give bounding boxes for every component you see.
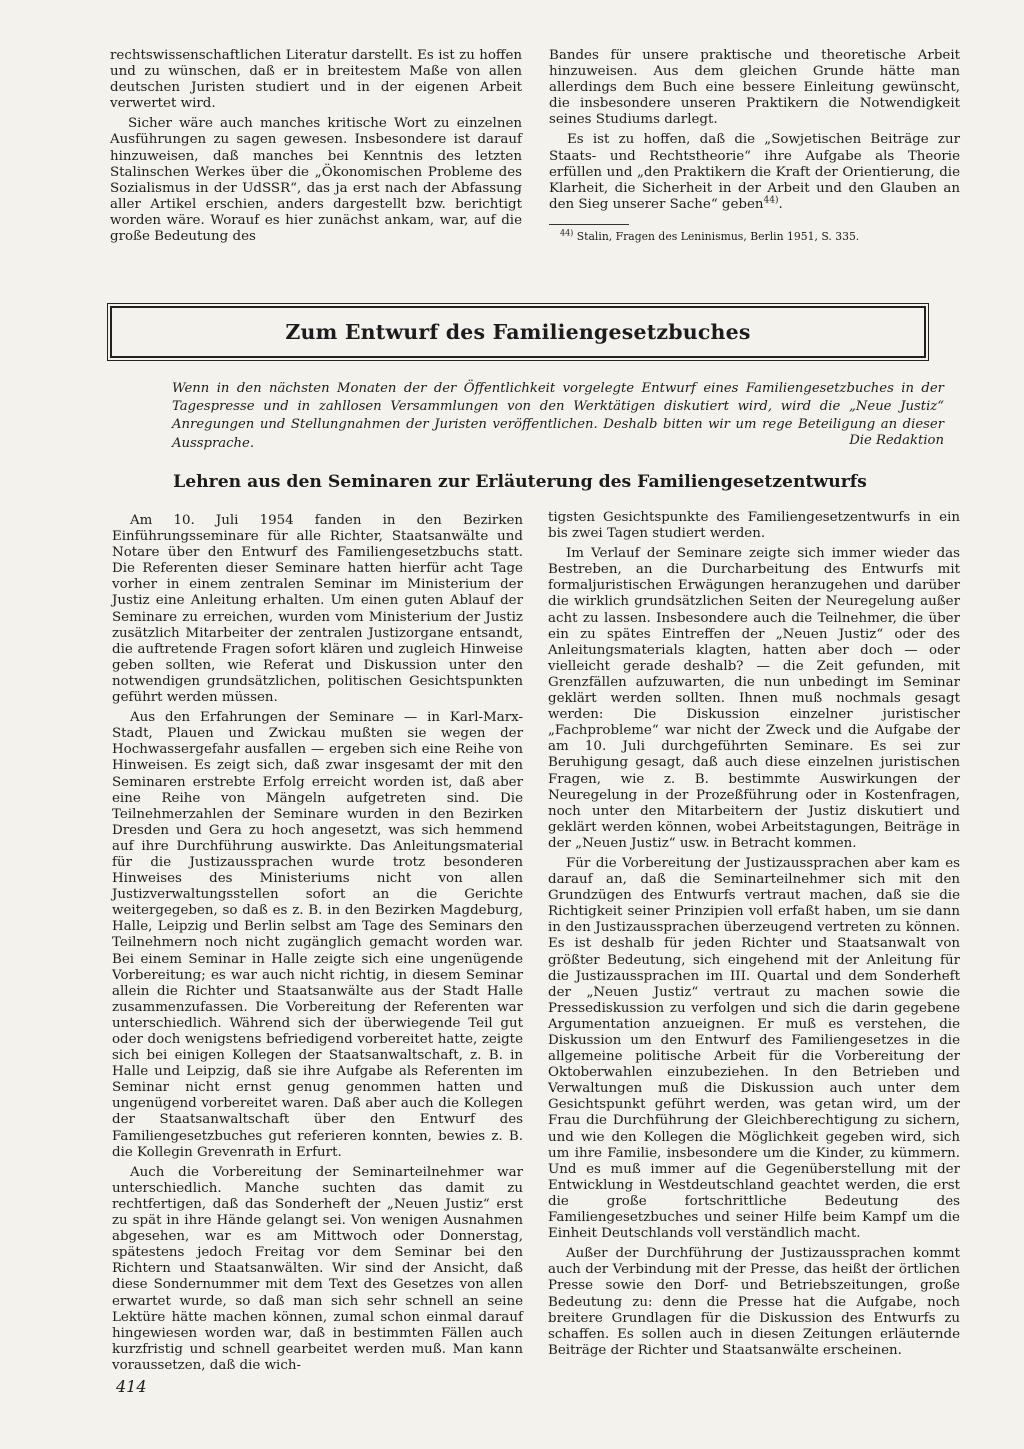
- article-title: Lehren aus den Seminaren zur Erläuterung des Familiengesetzentwurfs: [173, 472, 867, 492]
- paragraph: Am 10. Juli 1954 fanden in den Bezirken Einführungsseminare für alle Richter, Staatsanwälte und Notare über den Entwurf des Familiengesetzbuchs statt. Die Referenten dieser Seminare hatten hierfür acht Tage vorher in einem zentralen Seminar im Ministerium der Justiz eine Anleitung erhalten. Um einen guten Ablauf der Seminare zu erreichen, wurden vom Ministerium der Justiz zusätzlich Mitarbeiter der zentralen Justizorgane entsandt, die auftretende Fragen sofort klären und zugleich Hinweise geben sollten, wie Referat und Diskussion unter den notwendigen grundsätzlichen, politischen Gesichtspunkten geführt werden müssen.: [112, 513, 523, 706]
- editorial-intro: Wenn in den nächsten Monaten der der Öffentlichkeit vorgelegte Entwurf eines Familiengesetzbuches in der Tagespresse und in zahllosen Versammlungen von den Werktätigen diskutiert wird, wird die „Neue Justiz“ Anregungen und Stellungnahmen der Juristen veröffentlichen. Deshalb bitten wir um rege Beteiligung an dieser Aussprache.: [172, 381, 944, 451]
- footnote-reference: 44): [763, 195, 779, 206]
- top-left-column: [110, 48, 522, 249]
- section-title: Zum Entwurf des Familiengesetzbuches: [110, 306, 926, 358]
- paragraph: rechtswissenschaftlichen Literatur darstellt. Es ist zu hoffen und zu wünschen, daß er in breitestem Maße von allen deutschen Juristen studiert und in der eigenen Arbeit verwertet wird.: [110, 48, 522, 112]
- paragraph-text: Es ist zu hoffen, daß die „Sowjetischen Beiträge zur Staats- und Rechtstheorie“ ihre Aufgabe als Theorie erfüllen und „den Praktikern die Kraft der Orientierung, die Klarheit, die Sicherheit in der Arbeit und den Glauben an den Sieg unserer Sache“ geben: [549, 132, 960, 212]
- editorial-signature: Die Redaktion: [849, 433, 944, 448]
- article-right-column: [548, 510, 960, 1363]
- paragraph: Bandes für unsere praktische und theoretische Arbeit hinzuweisen. Aus dem gleichen Grunde hätte man allerdings dem Buch eine bessere Einleitung gewünscht, die insbesondere unseren Praktikern die Notwendigkeit seines Studiums darlegt.: [549, 48, 960, 128]
- paragraph: Aus den Erfahrungen der Seminare — in Karl-Marx-Stadt, Plauen und Zwickau mußten sie wegen der Hochwassergefahr ausfallen — ergeben sich eine Reihe von Hinweisen. Es zeigt sich, daß zwar insgesamt der mit den Seminaren erstrebte Erfolg erreicht worden ist, daß aber eine Reihe von Mängeln aufgetreten sind. Die Teilnehmerzahlen der Seminare wurden in den Bezirken Dresden und Gera zu hoch angesetzt, was sich hemmend auf ihre Durchführung auswirkte. Das Anleitungsmaterial für die Justizaussprachen wurde trotz besonderen Hinweises des Ministeriums nicht von allen Justizverwaltungsstellen sofort an die Gerichte weitergegeben, so daß es z. B. in den Bezirken Magdeburg, Halle, Leipzig und Berlin selbst am Tage des Seminars den Teilnehmern noch nicht zugänglich gemacht worden war. Bei einem Seminar in Halle zeigte sich eine ungenügende Vorbereitung; es war auch nicht richtig, in diesem Seminar allein die Richter und Staatsanwälte aus der Stadt Halle zusammenzufassen. Die Vorbereitung der Referenten war unterschiedlich. Während sich der überwiegende Teil gut oder doch wenigstens befriedigend vorbereitet hatte, zeigte sich bei einigen Kollegen der Staatsanwaltschaft, z. B. in Halle und Leipzig, daß sie ihre Aufgabe als Referenten im Seminar nicht ernst genug genommen hatten und ungenügend vorbereitet waren. Daß aber auch die Kollegen der Staatsanwaltschaft über den Entwurf des Familiengesetzbuches gut referieren konnten, bewies z. B. die Kollegin Grevenrath in Erfurt.: [112, 710, 523, 1160]
- paragraph: tigsten Gesichtspunkte des Familiengesetzentwurfs in ein bis zwei Tagen studiert werden.: [548, 510, 960, 542]
- footnote-mark: 44): [560, 228, 574, 238]
- paragraph: Für die Vorbereitung der Justizaussprachen aber kam es darauf an, daß die Seminarteilnehmer sich mit den Grundzügen des Entwurfs vertraut machen, daß sie die Richtigkeit seiner Prinzipien voll erfaßt haben, um sie dann in den Justizaussprachen überzeugend vertreten zu können. Es ist deshalb für jeden Richter und Staatsanwalt von größter Bedeutung, sich eingehend mit der Anleitung für die Justizaussprachen im III. Quartal und dem Sonderheft der „Neuen Justiz“ vertraut zu machen sowie die Pressediskussion zu verfolgen und sich die darin gegebene Argumentation anzueignen. Er muß es verstehen, die Diskussion um den Entwurf des Familiengesetzes in die allgemeine politische Arbeit für die Vorbereitung der Oktoberwahlen einzubeziehen. In den Betrieben und Verwaltungen muß die Diskussion auch unter dem Gesichtspunkt geführt werden, was getan wird, um der Frau die Durchführung der Gleichberechtigung zu sichern, und wie den Kollegen die Möglichkeit gegeben wird, sich um ihre Familie, insbesondere um die Kinder, zu kümmern. Und es muß immer auf die Gegenüberstellung mit der Entwicklung in Westdeutschland geachtet werden, die erst die große fortschrittliche Bedeutung des Familiengesetzbuches und seiner Hilfe beim Kampf um die Einheit Deutschlands voll verständlich macht.: [548, 855, 960, 1242]
- footnote-divider: [549, 224, 629, 225]
- footnote: [560, 230, 859, 244]
- paragraph: Auch die Vorbereitung der Seminarteilnehmer war unterschiedlich. Manche suchten das damit zu rechtfertigen, daß das Sonderheft der „Neuen Justiz“ erst zu spät in ihre Hände gelangt sei. Von wenigen Ausnahmen abgesehen, war es am Mittwoch oder Donnerstag, spätestens jedoch Freitag vor dem Seminar bei den Richtern und Staatsanwälten. Wir sind der Ansicht, daß diese Sondernummer mit dem Text des Gesetzes von allen erwartet wurde, so daß man sich sehr schnell an seine Lektüre hätte machen können, zumal schon einmal darauf hingewiesen worden war, daß in bestimmten Fällen auch kurzfristig und schnell gearbeitet werden muß. Man kann voraussetzen, daß die wich-: [112, 1164, 523, 1373]
- page-number: 414: [116, 1377, 147, 1396]
- paragraph: Sicher wäre auch manches kritische Wort zu einzelnen Ausführungen zu sagen gewesen. Insbesondere ist darauf hinzuweisen, daß manches bei Kenntnis des letzten Stalinschen Werkes über die „Ökonomischen Probleme des Sozialismus in der UdSSR“, das ja erst nach der Abfassung aller Artikel erschien, anders dargestellt bzw. berichtigt worden wäre. Worauf es hier zunächst ankam, war, auf die große Bedeutung des: [110, 116, 522, 245]
- paragraph: Im Verlauf der Seminare zeigte sich immer wieder das Bestreben, an die Durcharbeitung des Entwurfs mit formaljuristischen Erwägungen heranzugehen und darüber die wirklich grundsätzlichen Seiten der Neuregelung außer acht zu lassen. Insbesondere auch die Teilnehmer, die über ein zu spätes Eintreffen der „Neuen Justiz“ oder des Anleitungsmaterials klagten, hatten aber doch — oder vielleicht gerade deshalb? — die Zeit gefunden, mit Grenzfällen aufzuwarten, die nun unbedingt im Seminar geklärt werden sollten. Ihnen muß nochmals gesagt werden: Die Diskussion einzelner juristischer „Fachprobleme“ war nicht der Zweck und die Aufgabe der am 10. Juli durchgeführten Seminare. Es sei zur Beruhigung gesagt, daß auch diese einzelnen juristischen Fragen, wie z. B. bestimmte Auswirkungen der Neuregelung in der Prozeßführung oder in Kostenfragen, noch unter den Mitarbeitern der Justiz diskutiert und geklärt werden können, wobei Arbeitstagungen, Beiträge in der „Neuen Justiz“ usw. in Betracht kommen.: [548, 546, 960, 851]
- paragraph: Außer der Durchführung der Justizaussprachen kommt auch der Verbindung mit der Presse, das heißt der örtlichen Presse sowie den Dorf- und Betriebszeitungen, große Bedeutung zu: denn die Presse hat die Aufgabe, noch breitere Grundlagen für die Diskussion des Entwurfs zu schaffen. Es sollen auch in diesen Zeitungen erläuternde Beiträge der Richter und Staatsanwälte erscheinen.: [548, 1246, 960, 1358]
- paragraph: Es ist zu hoffen, daß die „Sowjetischen Beiträge zur Staats- und Rechtstheorie“ ihre Aufgabe als Theorie erfüllen und „den Praktikern die Kraft der Orientierung, die Klarheit, die Sicherheit in der Arbeit und den Glauben an den Sieg unserer Sache“ geben$^{44)}$.: [549, 132, 960, 212]
- footnote-text: Stalin, Fragen des Leninismus, Berlin 1951, S. 335.: [576, 230, 860, 243]
- article-left-column: [112, 513, 523, 1378]
- top-right-column: [549, 48, 960, 217]
